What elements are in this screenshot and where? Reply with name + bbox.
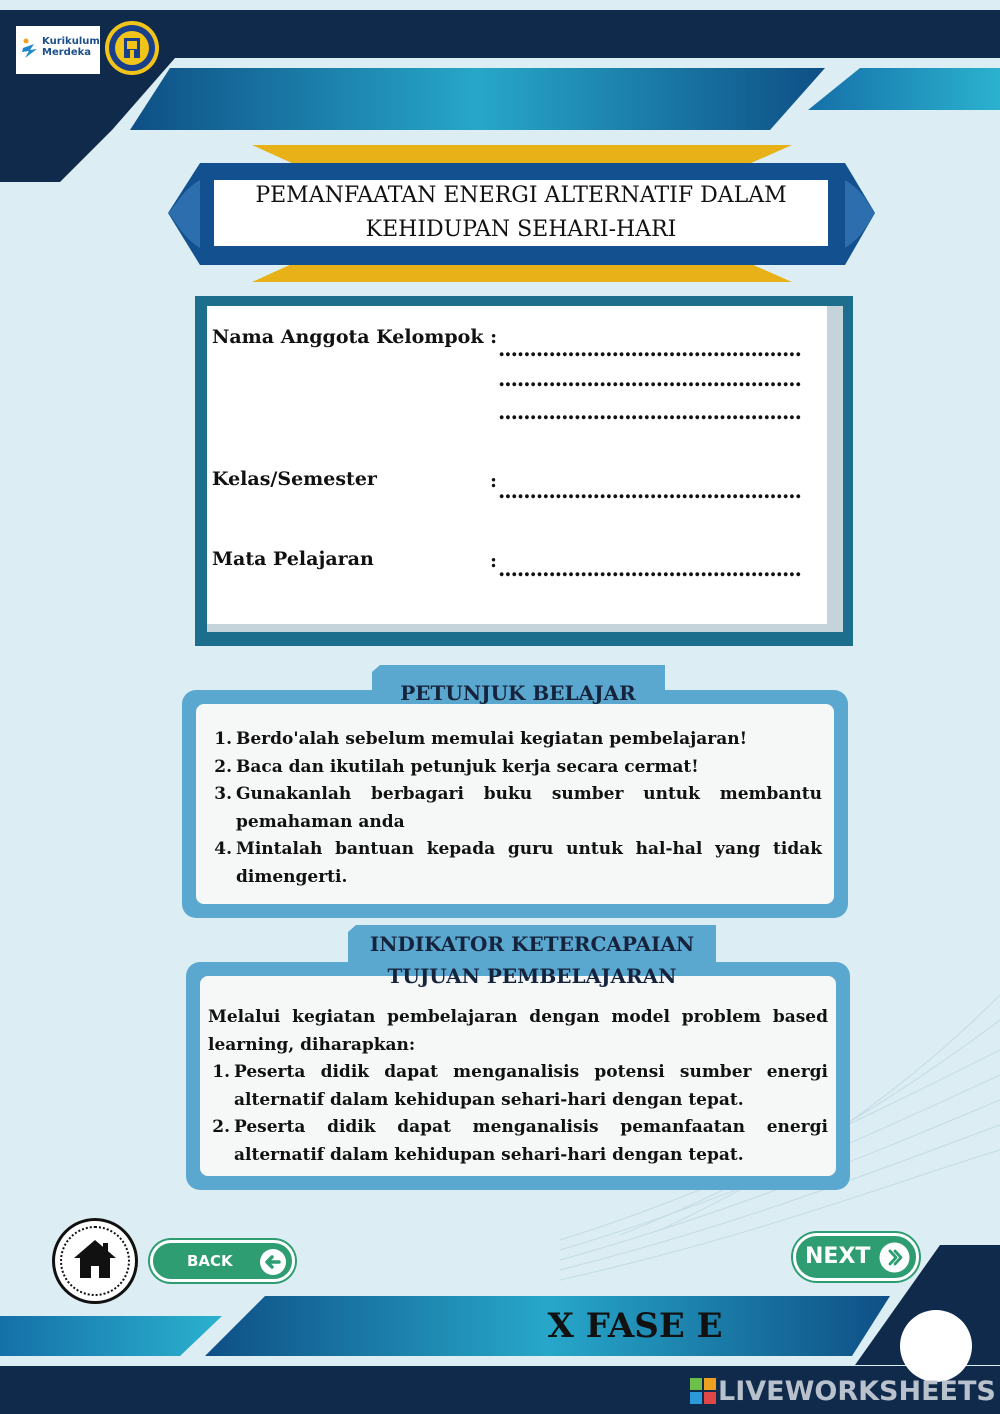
list-item-text: Peserta didik dapat menganalisis potensi sumber energi alternatif dalam kehidupan sehari-hari dengan tepat. xyxy=(234,1062,828,1110)
list-item xyxy=(210,836,822,891)
members-input-2[interactable]: ................................................ xyxy=(498,366,801,391)
list-item-number: 4. xyxy=(214,839,232,859)
home-icon xyxy=(72,1236,118,1282)
back-button[interactable] xyxy=(150,1240,295,1282)
list-item-text: Mintalah bantuan kepada guru untuk hal-hal yang tidak dimengerti. xyxy=(236,839,822,887)
subject-colon: : xyxy=(490,550,498,572)
back-button-label: BACK xyxy=(187,1252,233,1270)
list-item-number: 1. xyxy=(214,729,232,749)
arrow-left-icon xyxy=(259,1248,287,1276)
logo-line-1: Kurikulum xyxy=(42,36,100,47)
petunjuk-heading: PETUNJUK BELAJAR xyxy=(400,681,636,705)
list-item-text: Gunakanlah berbagari buku sumber untuk membantu pemahaman anda xyxy=(236,784,822,832)
chevron-right-icon xyxy=(878,1241,911,1274)
list-item xyxy=(210,781,822,836)
list-item-text: Baca dan ikutilah petunjuk kerja secara cermat! xyxy=(236,756,699,777)
class-phase-label: X FASE E xyxy=(547,1306,723,1346)
list-item xyxy=(208,1059,828,1114)
watermark-text: LIVEWORKSHEETS xyxy=(718,1375,996,1407)
next-button-label: NEXT xyxy=(805,1244,871,1269)
subject-label: Mata Pelajaran xyxy=(212,548,374,570)
indikator-heading xyxy=(356,925,708,995)
decorative-circle xyxy=(900,1310,972,1382)
logo-text xyxy=(42,36,100,58)
liveworksheets-logo-icon xyxy=(690,1378,716,1404)
members-label: Nama Anggota Kelompok : xyxy=(212,326,498,348)
indikator-heading-line-2: TUJUAN PEMBELAJARAN xyxy=(387,964,677,988)
next-button[interactable] xyxy=(793,1233,919,1281)
class-semester-input[interactable]: ................................................ xyxy=(498,478,801,503)
indikator-intro: Melalui kegiatan pembelajaran dengan model problem based learning, diharapkan: xyxy=(208,1007,828,1055)
subject-input[interactable]: ................................................ xyxy=(498,556,801,581)
title-line-2: KEHIDUPAN SEHARI-HARI xyxy=(365,217,677,242)
members-input-3[interactable]: ................................................ xyxy=(498,399,801,424)
list-item-number: 1. xyxy=(212,1062,230,1082)
members-input-1[interactable]: ................................................ xyxy=(498,336,801,361)
petunjuk-list xyxy=(210,726,822,891)
title-line-1: PEMANFAATAN ENERGI ALTERNATIF DALAM xyxy=(255,183,787,208)
list-item-number: 2. xyxy=(212,1117,230,1137)
logo-line-2: Merdeka xyxy=(42,47,92,58)
list-item-text: Peserta didik dapat menganalisis pemanfaatan energi alternatif dalam kehidupan sehari-hari dengan tepat. xyxy=(234,1117,828,1165)
liveworksheets-watermark xyxy=(690,1374,996,1408)
class-semester-label: Kelas/Semester xyxy=(212,468,377,490)
indikator-heading-line-1: INDIKATOR KETERCAPAIAN xyxy=(369,932,695,956)
list-item xyxy=(210,726,822,754)
list-item-text: Berdo'alah sebelum memulai kegiatan pembelajaran! xyxy=(236,729,748,749)
list-item-number: 2. xyxy=(214,756,232,777)
university-seal-icon xyxy=(104,20,160,76)
page-title xyxy=(214,180,828,246)
indikator-text xyxy=(208,1004,828,1169)
kurikulum-merdeka-mark-icon xyxy=(20,36,40,62)
list-item xyxy=(210,754,822,782)
class-colon: : xyxy=(490,470,498,492)
list-item-number: 3. xyxy=(214,784,232,804)
list-item xyxy=(208,1114,828,1169)
